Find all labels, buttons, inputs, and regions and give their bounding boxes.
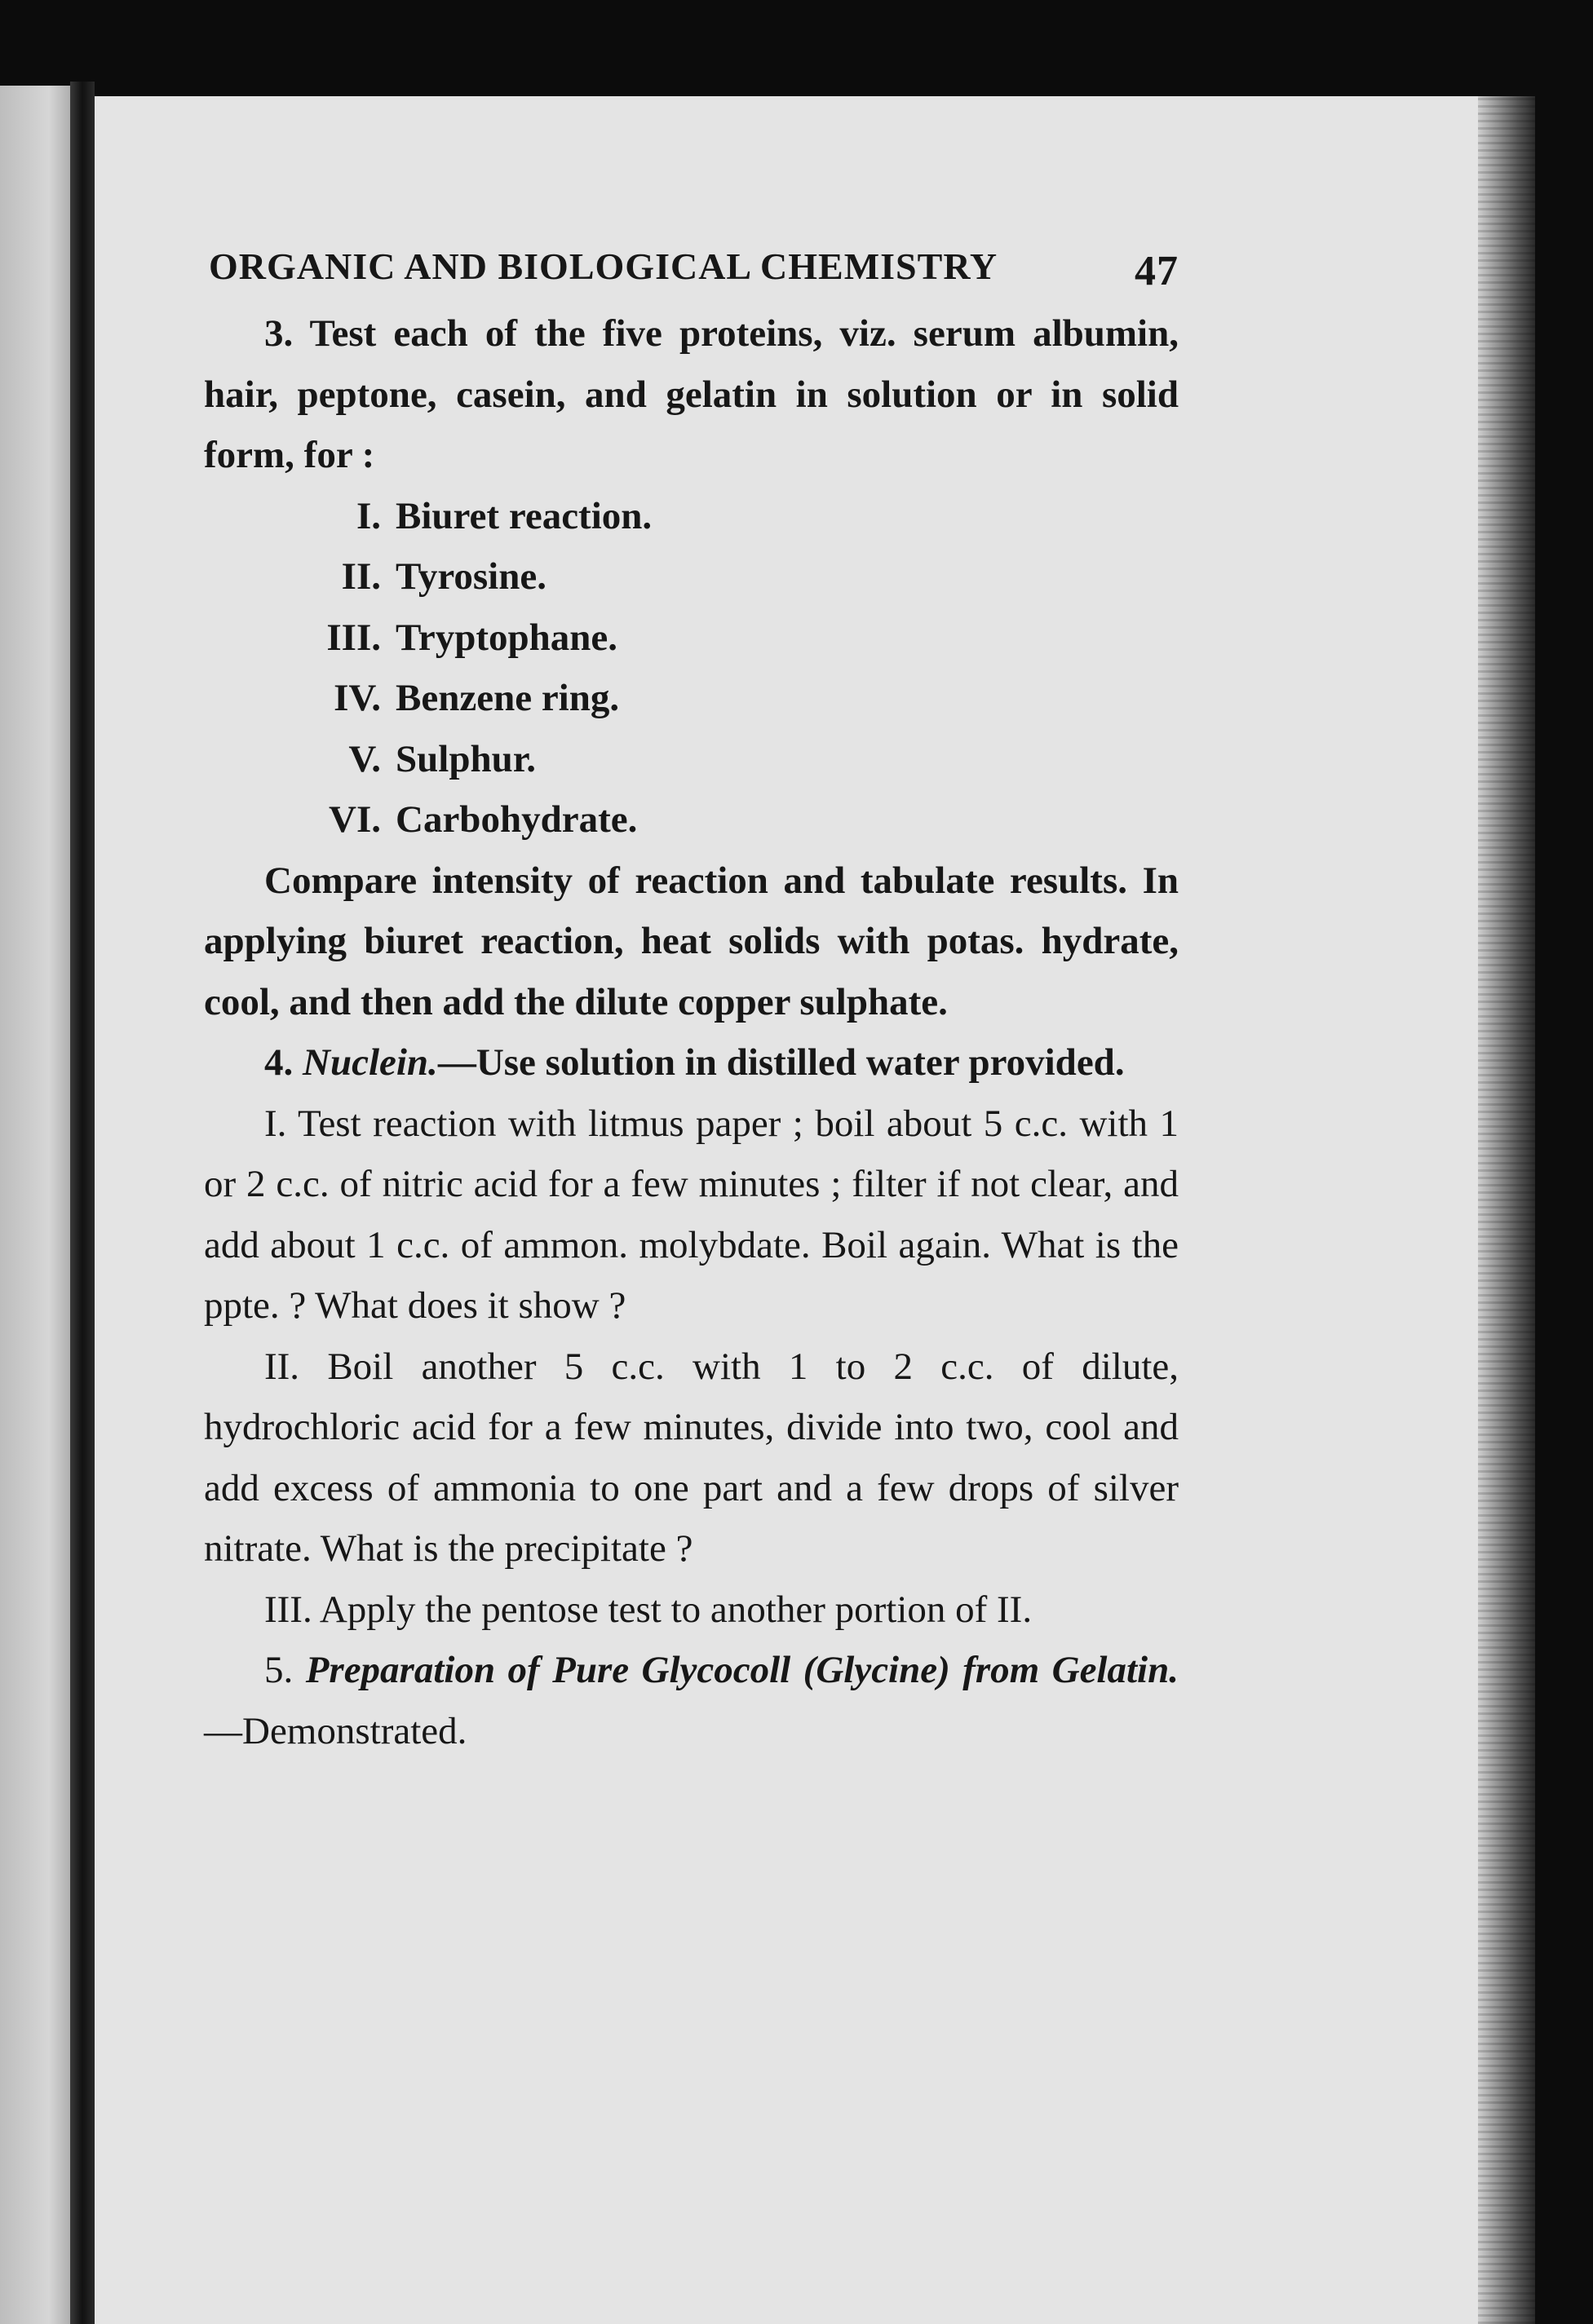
section-4-title: Nuclein. bbox=[303, 1041, 438, 1084]
section-4-paragraph-1: I. Test reaction with litmus paper ; boil about 5 c.c. with 1 or 2 c.c. of nitric acid for a few minutes ; filter if not clear, and add about 1 c.c. of ammon. molybdate. Boil again. What is the ppte. ? What does it show ? bbox=[204, 1102, 1179, 1327]
section-5-number: 5. bbox=[264, 1649, 294, 1691]
list-item-text: Benzene ring. bbox=[396, 677, 620, 719]
list-item-number: I. bbox=[356, 494, 381, 537]
section-5-title: Preparation of Pure Glycocoll (Glycine) from Gelatin. bbox=[305, 1649, 1179, 1691]
section-4-paragraph-3: III. Apply the pentose test to another portion of II. bbox=[264, 1588, 1033, 1631]
section-4-heading bbox=[204, 1032, 1179, 1094]
page-content bbox=[204, 236, 1179, 1761]
list-item bbox=[204, 789, 1179, 851]
section-4-paragraph-2: II. Boil another 5 c.c. with 1 to 2 c.c. of dilute, hydrochloric acid for a few minutes, divide into two, cool and add excess of ammonia to one part and a few drops of silver nitrate. What is the precipitate ? bbox=[204, 1345, 1179, 1570]
list-item bbox=[204, 608, 1179, 669]
list-item-number: II. bbox=[341, 555, 381, 598]
list-item bbox=[204, 546, 1179, 608]
running-title: ORGANIC AND BIOLOGICAL CHEMISTRY bbox=[209, 245, 998, 287]
list-item bbox=[204, 668, 1179, 729]
running-header bbox=[204, 236, 1179, 303]
list-item-text: Biuret reaction. bbox=[396, 494, 653, 537]
list-item-number: V. bbox=[348, 737, 381, 780]
list-item-number: VI. bbox=[329, 798, 381, 841]
list-item-number: IV. bbox=[334, 677, 381, 719]
list-item bbox=[204, 486, 1179, 547]
page-stack-edge bbox=[1478, 96, 1535, 2324]
list-item bbox=[204, 729, 1179, 790]
list-item-text: Tryptophane. bbox=[396, 616, 618, 659]
list-item-text: Tyrosine. bbox=[396, 555, 546, 598]
list-item-text: Carbohydrate. bbox=[396, 798, 638, 841]
section-5-heading bbox=[204, 1640, 1179, 1761]
section-4-intro: —Use solution in distilled water provided. bbox=[437, 1041, 1125, 1084]
section-5-rest: —Demonstrated. bbox=[204, 1709, 467, 1752]
protein-test-list bbox=[204, 486, 1179, 851]
section-3-intro: 3. Test each of the five proteins, viz. serum albumin, hair, peptone, casein, and gelatin in solution or in solid form, for : bbox=[204, 312, 1179, 476]
facing-page-edge bbox=[0, 86, 82, 2324]
list-item-text: Sulphur. bbox=[396, 737, 537, 780]
book-gutter bbox=[70, 82, 95, 2324]
list-item-number: III. bbox=[326, 616, 381, 659]
section-4-number: 4. bbox=[264, 1041, 294, 1084]
section-3-note: Compare intensity of reaction and tabulate results. In applying biuret reaction, heat solids with potas. hydrate, cool, and then add the dilute copper sulphate. bbox=[204, 859, 1179, 1023]
page-number: 47 bbox=[1135, 248, 1179, 294]
